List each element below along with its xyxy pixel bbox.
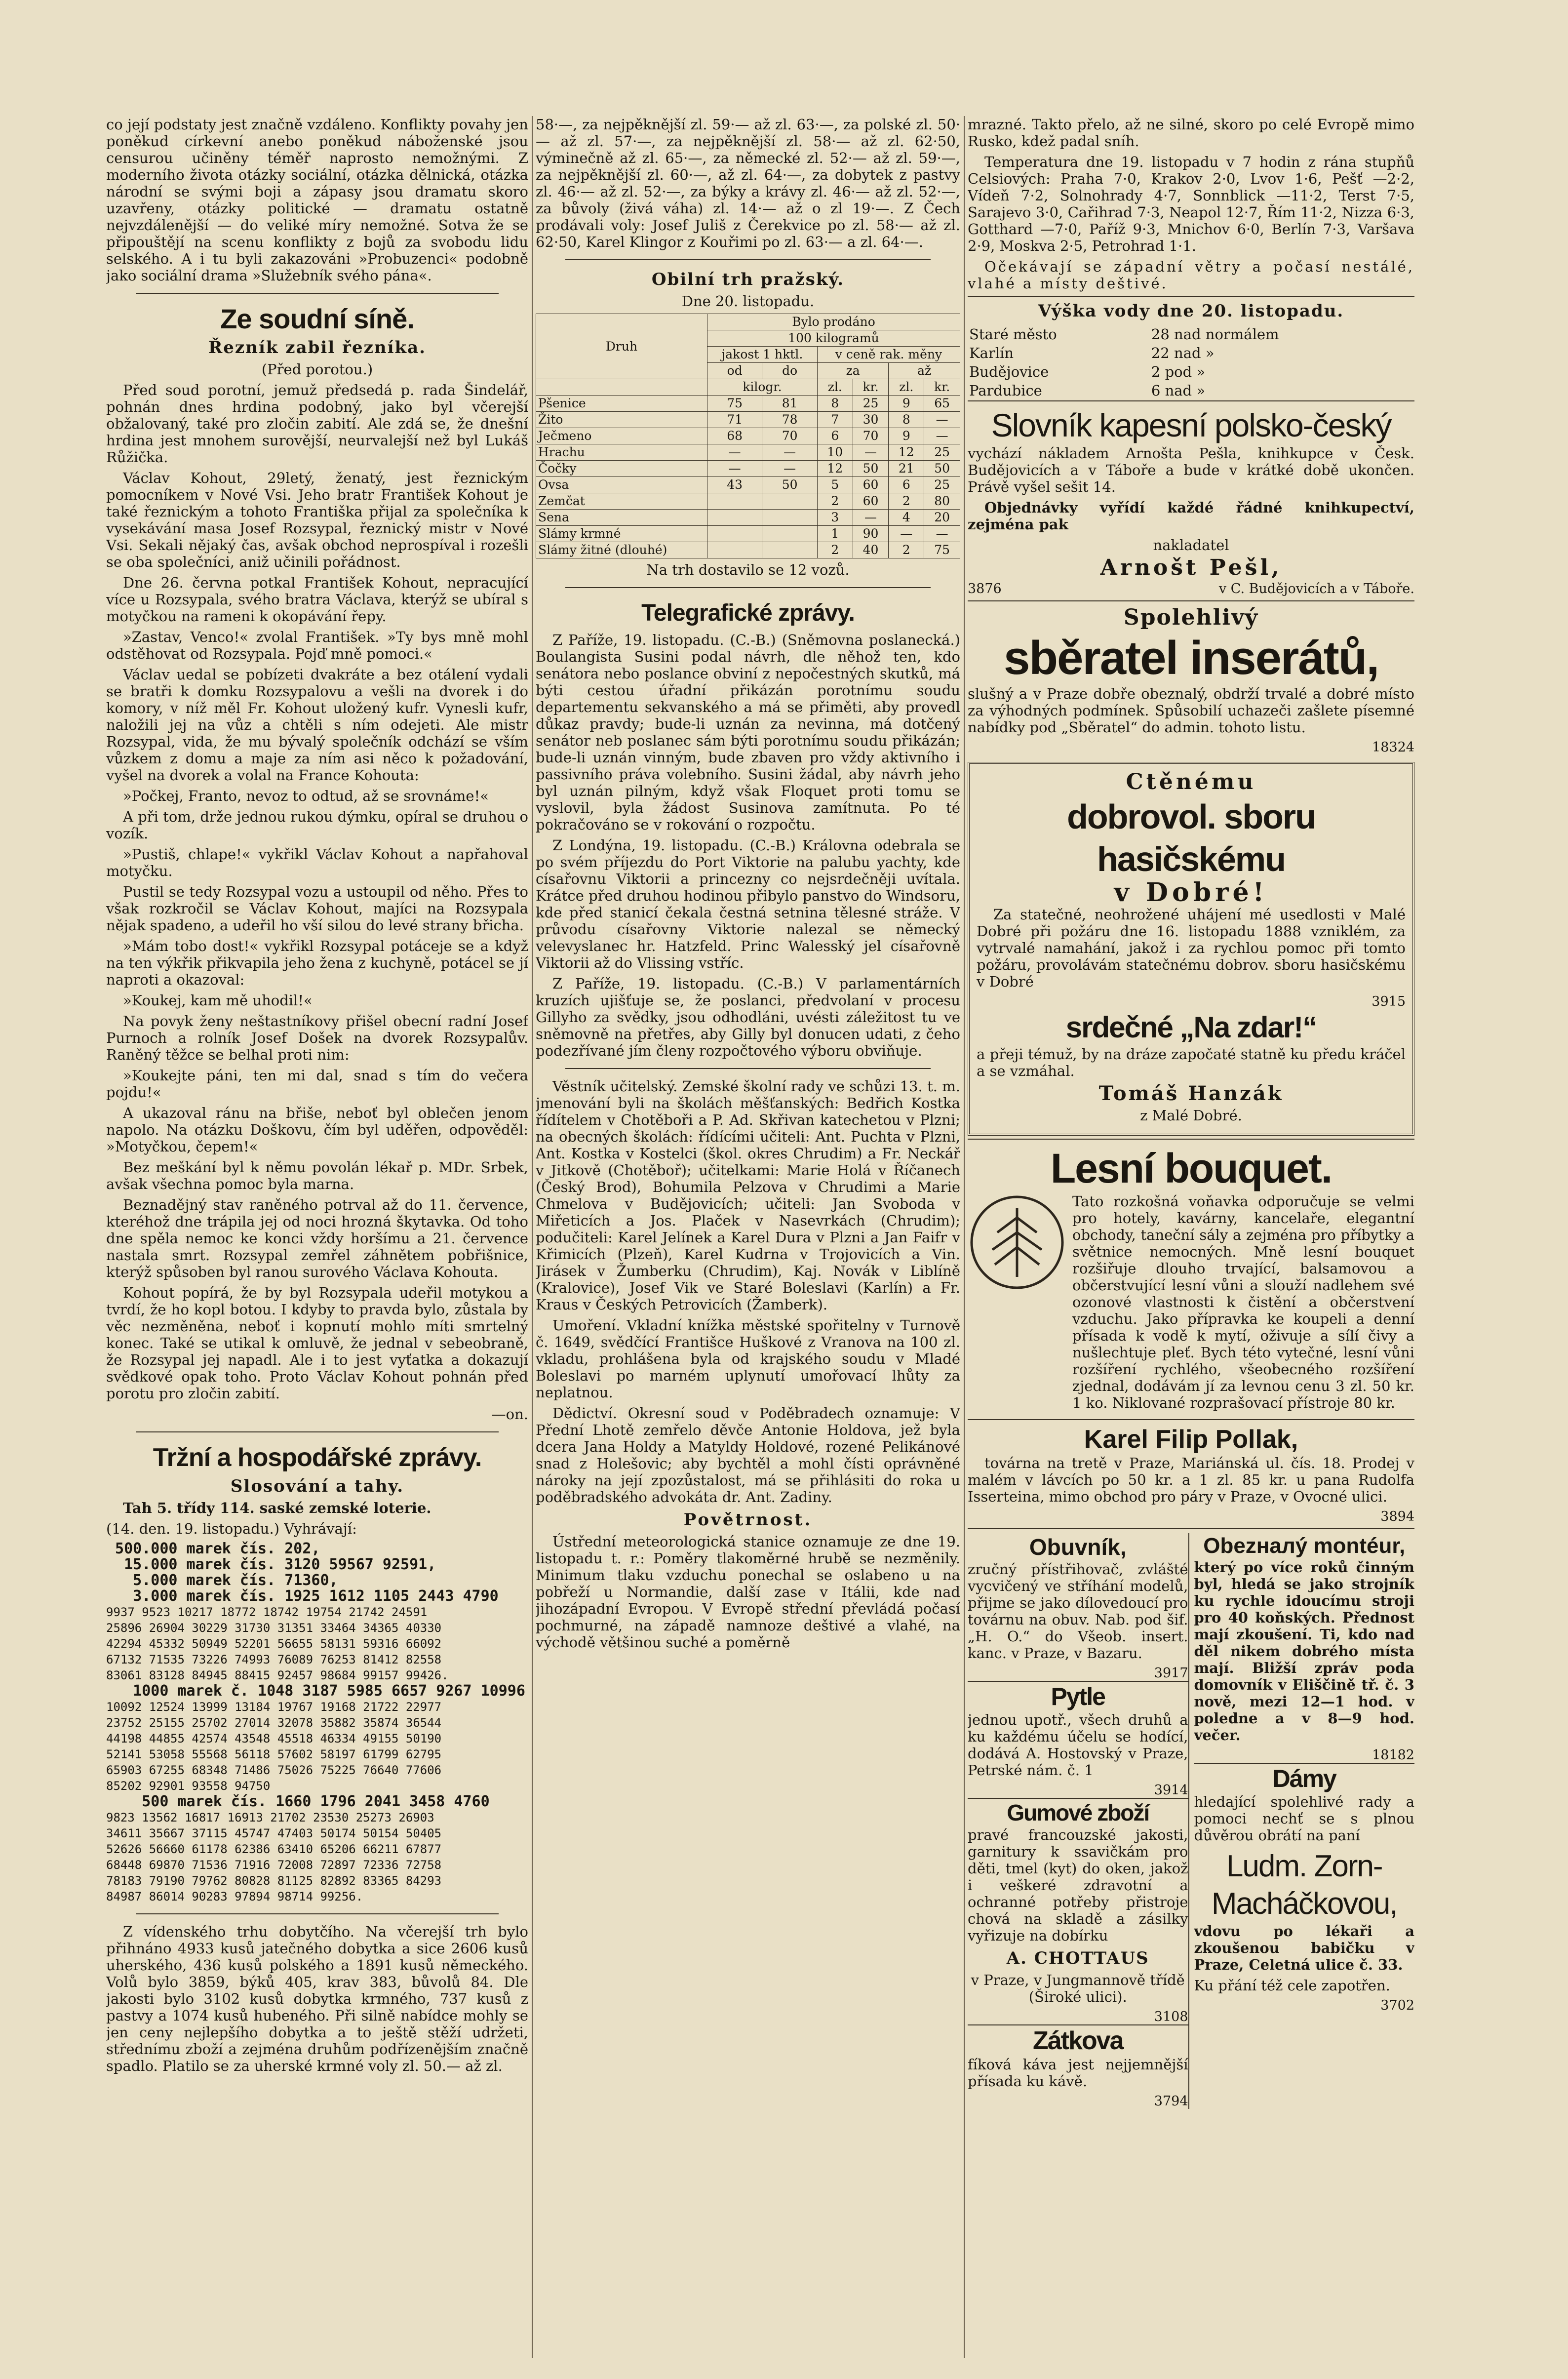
grain-commodity: Ječmeno (536, 428, 707, 444)
weather-heading: Povětrnost. (683, 1510, 813, 1530)
ad-dictionary (968, 400, 1414, 600)
grain-cell: 75 (924, 542, 960, 558)
grain-cell (762, 493, 817, 510)
river-level: 2 pod » (1151, 363, 1206, 380)
ad-number: 3108 (1154, 2009, 1188, 2024)
grain-cell: — (762, 444, 817, 461)
obuv-text: zručný přístřihovač, zvlášté vycvičený ve stříhání modelů, přijme se jako dílovedoucí pro továrnu na obuv. Nab. pod šif. „H. O.“ do Všeob. insert. kanc. v Praze, v Bazaru. (968, 1561, 1188, 1662)
fire-place: v Dobré! (1114, 877, 1268, 908)
court-paragraph: »Počkej, Franto, nevoz to odtud, až se srovnáme!« (123, 788, 489, 804)
lottery-row: 23752 25155 25702 27014 32078 35882 35874 36544 (106, 1716, 442, 1730)
collector-title: Spolehlivý (1123, 605, 1259, 630)
column-1 (106, 116, 528, 2078)
grain-col-sold: Bylo prodáno (707, 314, 960, 330)
grain-cell: 12 (889, 444, 924, 461)
ad-number: 3794 (1154, 2094, 1188, 2109)
grain-cell: 70 (762, 428, 817, 444)
lottery-row: 85202 92901 93558 94750 (106, 1779, 271, 1793)
obuv-title: Obuvník, (1029, 1534, 1127, 1560)
grain-col-zl: zl. (889, 379, 924, 396)
grain-cell: 10 (817, 444, 853, 461)
grain-row (536, 461, 960, 477)
divider (968, 296, 1414, 297)
lottery-row: 5.000 marek čís. 71360, (106, 1572, 338, 1589)
court-paragraph: »Koukejte páni, ten mi dal, snad s tím do večera pojdu!« (106, 1067, 528, 1101)
pine-branch-icon (968, 1193, 1066, 1292)
grain-commodity: Slámy žitné (dlouhé) (536, 542, 707, 558)
collector-big: sběratel inserátů, (1004, 632, 1378, 684)
grain-col-kg: 100 kilogramů (707, 330, 960, 347)
weather-continuation: mrazné. Takto přelo, až ne silné, skoro po celé Evropě mimo Rusko, kdež padal sníh. (968, 116, 1414, 150)
fire-zdar: srdečné „Na zdar!“ (1065, 1011, 1317, 1044)
lottery-row: 9823 13562 16817 16913 21702 23530 25273 26903 (106, 1811, 434, 1824)
grain-row (536, 477, 960, 493)
grain-commodity: Žito (536, 412, 707, 428)
grain-cell: — (853, 510, 889, 526)
court-paragraph: Václav uedal se pobízeti dvakráte a bez otálení vydali se bratři k domku Rozsypalovu a vešli na dvorek i do komory, v níž měl Fr. Kohout uložený kufr. Vynesli kufr, naložili jej na vůz a chtěli s ním odejeti. Ale mistr Rozsypal, vida, že mu bývalý společník odchází se vším vůzkem z domu a maje za ním asi něco k požadování, vyšel na dvorek a volal na France Kohouta: (106, 666, 528, 784)
grain-cell: 50 (924, 461, 960, 477)
divider (565, 1068, 931, 1069)
grain-cell: 80 (924, 493, 960, 510)
lottery-date: (14. den. 19. listopadu.) Vyhrávají: (106, 1520, 357, 1537)
court-paragraph: »Pustiš, chlape!« vykřikl Václav Kohout a napřahoval motyčku. (106, 846, 528, 879)
court-subheading: Řezník zabil řezníka. (208, 338, 426, 357)
mont-text: který po více roků činným byl, hledá se jako strojník ku rychle idoucímu stroji pro 40 koňských. Přednost mají zkoušení. Ti, kdo nad děl nikem dobrého místa mají. Bližší zpráv poda domovník v Eliščině tř. č. 3 nově, mezi 12—1 hod. v poledne a v 8—9 hod. večer. (1194, 1559, 1414, 1744)
grain-cell: 25 (853, 396, 889, 412)
river-level: 22 nad » (1151, 345, 1215, 361)
fire-signature: Tomáš Hanzák (1098, 1082, 1284, 1105)
grain-commodity: Hrachu (536, 444, 707, 461)
lottery-row: 15.000 marek čís. 3120 59567 92591, (106, 1556, 436, 1573)
bouquet-title: Lesní bouquet. (1050, 1145, 1332, 1191)
grain-commodity: Sena (536, 510, 707, 526)
grain-heading: Obilní trh pražský. (651, 270, 845, 289)
telegraph-item: Z Paříže, 19. listopadu. (C.-B.) (Sněmovna poslanecká.) Boulangista Susini podal návrh, dle něhož ten, kdo senátora nebo poslance obviní z nepočestných skutků, má býti cestou úřadní přikázán porotnímu soudu departementu sekvanského a má se přiměti, aby provedl důkaz pravdy; bude-li uznán za nevinna, má dotčený senátor neb poslanec sám býti porotnímu soudu přikázán; bude-li uznán vinným, bude zbaven pro vždy aktivního i passivního práva volebního. Susini žádal, aby návrh jeho byl uznán pilným, když však Floquet proti tomu se vyslovil, byla žádost Susinova zamítnuta. Po té pokračováno se v rokování o rozpočtu. (536, 632, 960, 833)
cattle-market: Z vídenského trhu dobytčího. Na včerejší trh bylo přihnáno 4933 kusů jatečného dobytka a sice 2606 kusů uherského, 436 kusů polského a 1891 kusů německého. Volů bylo 3859, býků 405, krav 383, bůvolů 84. Dle jakosti bylo 3102 kusů dobytka krmného, 737 kusů z pastvy a 1074 kusů hubeného. Při silně nabídce mohly se jen ceny nejlepšího dobytka a to ještě stěží udržeti, střednímu zboží a zejména druhům podřízenějším značně spadlo. Platilo se za uherské krmné voly zl. 50.— až zl. (106, 1923, 528, 2074)
lottery-row: 52626 56660 61178 62386 63410 65206 66211 67877 (106, 1842, 442, 1856)
grain-cell: 40 (853, 542, 889, 558)
grain-cell: 6 (889, 477, 924, 493)
ad-number: 18324 (1372, 740, 1414, 755)
grain-col-za: za (817, 363, 889, 379)
grain-commodity: Čočky (536, 461, 707, 477)
grain-cell: — (707, 461, 762, 477)
inheritance-news: Dědictví. Okresní soud v Poděbradech oznamuje: V Přední Lhotě zemřelo děvče Antonie Holdova, jež byla dcera Jana Holdy a Matyldy Holdové, rozené Pelikánové snad z Holešovic; aby bychtěl a mohl čísti oprávněné nároky na její zpozůstalost, má se přihlásiti do roka u poděbradského advokáta dr. Ant. Zadiny. (536, 1405, 960, 1506)
grain-cell: 30 (853, 412, 889, 428)
river-row (969, 325, 1413, 343)
dictionary-publisher-label: nakladatel (1153, 537, 1229, 554)
grain-cell: — (924, 412, 960, 428)
court-paragraph: Václav Kohout, 29letý, ženatý, jest řeznickým pomocníkem v Nové Vsi. Jeho bratr František Kohout je také řeznickým a tohoto Františka přijal za společníka k vysekávání masa Josef Rozsypal, řeznický mistr v Nové Vsi. Sekali nějaký čas, avšak obchod neprospíval i rozešli se oba společníci, aniž učinili pořádnost. (106, 470, 528, 570)
court-note: (Před porotou.) (261, 361, 373, 378)
grain-cell: 7 (817, 412, 853, 428)
grain-cell: — (924, 428, 960, 444)
ad-firefighters (968, 762, 1414, 1136)
temperature-report: Temperatura dne 19. listopadu v 7 hodin z rána stupňů Celsiových: Praha 7·0, Krakov 2·0, Lvov 1·6, Pešť —2·2, Vídeň 7·2, Solnohrady 4·7, Sonnblick —11·2, Terst 7·5, Sarajevo 3·0, Cařihrad 7·3, Neapol 12·7, Řím 11·2, Nizza 6·3, Gotthard —7·0, Paříž 9·3, Mnichov 6·0, Berlín 7·3, Varšava 2·9, Moskva 2·5, Petrohrad 1·1. (968, 154, 1414, 254)
ad-left-stack (968, 1533, 1188, 2109)
grain-cell: — (924, 526, 960, 542)
court-paragraph: Beznadějný stav raněného potrval až do 11. července, kteréhož dne trápila jej od noci hrozná škytavka. Od toho dne spěla nemoc ke konci vždy horšímu a 21. července nastala smrt. Rozsypal zemřel záhnětem pobřišnice, kterýž spůsoben byl ranou surového Václava Kohouta. (106, 1196, 528, 1280)
grain-commodity: Pšenice (536, 396, 707, 412)
lottery-numbers (106, 1541, 528, 1904)
lottery-row: 3.000 marek čís. 1925 1612 1105 2443 4790 (106, 1587, 499, 1605)
market-heading: Tržní a hospodářské zprávy. (153, 1443, 482, 1472)
court-paragraph: Dne 26. června potkal František Kohout, nepracující více u Rozsypala, svého bratra Václava, kterýž se ubíral s motyčkou na rameni k okopávání řepy. (106, 574, 528, 625)
divider (136, 1431, 499, 1432)
court-paragraph: A při tom, drže jednou rukou dýmku, opíral se druhou o vozík. (106, 808, 528, 842)
grain-row (536, 526, 960, 542)
grain-cell: 90 (853, 526, 889, 542)
grain-cell: 9 (889, 396, 924, 412)
weather-text: Ústřední meteorologická stanice oznamuje ze dne 19. listopadu t. r.: Poměry tlakoměrné hrubě se nezměnily. Minimum tlaku vzduchu ponechal se oslabeno u na pobřeží u Normandie, další zase v Itálii, kde nad jihozápadní Evropou. V Evropě střední převládá počasí pochmurné, na západě namnoze deštivé a vlahé, na východě většinou suché a poměrně (536, 1533, 960, 1651)
grain-cell: 2 (817, 493, 853, 510)
ad-number: 3917 (1154, 1665, 1188, 1681)
court-paragraph: Před soud porotní, jemuž předsedá p. rada Šindelář, pohnán dnes hrdina podobný, jako byl včerejší obžalovaný, také pro zločin zabití. Ale zdá se, že dnešní hrdina jest mnohem surovější, neurvalejší než byl Lukáš Růžička. (106, 382, 528, 466)
bouquet-text: Tato rozkošná voňavka odporučuje se velmi pro hotely, kavárny, kancelaře, elegantní obchody, taneční sály a zejména pro příbytky a světnice nemocných. Mně lesní bouquet rozšiřuje dlouho trvající, balsamovou a občerstvující lesní vůni a slouží nadlehem své ozonové vlastnosti k čistění a občerstvení vzduchu. Jako přípravka ke koupeli a denní přísada k vodě k mytí, oživuje a sílí čivy a nušlechtuje pleť. Bych této vytečné, lesní vůni rozšíření rychlého, všeobecného rozšíření zjednal, dodávám jí za levnou cenu 3 zl. 50 kr. 1 ko. Niklované rozprašovací přístroje 80 kr. (1072, 1193, 1414, 1411)
grain-cell: — (853, 444, 889, 461)
lottery-row: 65903 67255 68348 71486 75026 75225 76640 77606 (106, 1763, 442, 1777)
lottery-row: 25896 26904 30229 31730 31351 33464 34365 40330 (106, 1621, 442, 1635)
ad-number: 18182 (1372, 1747, 1414, 1763)
grain-cell (707, 510, 762, 526)
grain-row (536, 542, 960, 558)
fire-signature-place: z Malé Dobré. (1140, 1107, 1242, 1124)
grain-commodity: Slámy krmné (536, 526, 707, 542)
zatka-title: Zátkova (968, 2024, 1188, 2056)
dictionary-place: v C. Budějovicích a v Táboře. (1218, 581, 1414, 596)
telegraph-item: Z Paříže, 19. listopadu. (C.-B.) V parlamentárních kruzích ujišťuje se, že poslanci, předvolaní v procesu Gillyho za svědky, jsou odhodláni, uvésti záležitost tu ve sněmovně na přetřes, aby Gilly byl donucen udati, z čeho podezřívané jím členy rozpočtového výboru obviňuje. (536, 975, 960, 1059)
grain-cell: 5 (817, 477, 853, 493)
grain-col-druh: Druh (536, 314, 707, 379)
river-level: 6 nad » (1151, 382, 1206, 399)
column-2 (536, 116, 960, 1655)
grain-row (536, 510, 960, 526)
lottery-row: 83061 83128 84945 88415 92457 98684 99157 99426. (106, 1668, 449, 1682)
divider (136, 293, 499, 294)
grain-cell: 50 (853, 461, 889, 477)
grain-cell: 50 (762, 477, 817, 493)
fire-big: dobrovol. sboru hasičskému (1067, 797, 1315, 878)
fire-title: Ctěnému (1126, 769, 1256, 794)
grain-cell (707, 542, 762, 558)
lottery-row: 78183 79190 79762 80828 81125 82892 83365 84293 (106, 1874, 442, 1888)
river-level: 28 nad normálem (1151, 326, 1279, 343)
court-paragraph: Na povyk ženy neštastníkovy přišel obecní radní Josef Purnoch a rolník Josef Došek na dvorek Rozsypalův. Raněný těžce se belhal proti nim: (106, 1013, 528, 1063)
grain-col-cena: v ceně rak. měny (817, 347, 960, 363)
lottery-row: 500 marek čís. 1660 1796 2041 3458 4760 (106, 1793, 490, 1810)
column-rule (532, 116, 533, 2358)
lottery-row: 84987 86014 90283 97894 98714 99256. (106, 1890, 363, 1903)
ad-collector (968, 600, 1414, 759)
lottery-heading: Slosování a tahy. (230, 1476, 404, 1496)
grain-row (536, 444, 960, 461)
river-station: Karlín (969, 345, 1014, 361)
river-station: Staré město (969, 326, 1057, 343)
grain-col-do: do (762, 363, 817, 379)
gum-firm: A. CHOTTAUS (1006, 1948, 1149, 1968)
grain-cell: — (707, 444, 762, 461)
grain-cell: 20 (924, 510, 960, 526)
pollak-text: továrna na tretě v Praze, Mariánská ul. čís. 18. Prodej v malém v lávcích po 50 kr. a 1 zl. 85 kr. u pana Rudolfa Isserteina, mimo obchod pro páry v Praze, v Ovocné ulici. (968, 1455, 1414, 1505)
fire-wish: a přeji témuž, by na dráze započaté statně ku předu kráčel a se vzmáhal. (977, 1046, 1406, 1079)
dictionary-title: Slovník kapesní polsko-český (991, 407, 1391, 443)
grain-cell: 25 (924, 477, 960, 493)
grain-cell (707, 493, 762, 510)
grain-cell: 25 (924, 444, 960, 461)
collector-text: slušný a v Praze dobře obeznalý, obdrží trvalé a dobré místo za výhodných podmínek. Spůsobilí uchazeči zašlete písemné nabídky pod „Sběratel“ do admin. tohoto listu. (968, 685, 1414, 736)
grain-cell: 9 (889, 428, 924, 444)
dam-name: Ludm. Zorn-Macháčkovou, (1211, 1849, 1397, 1921)
grain-cell: — (762, 461, 817, 477)
court-paragraph: A ukazoval ránu na břiše, neboť byl oblečen jenom napolo. Na otázku Doškovu, čím byl uděřen, odpověděl: »Motyčkou, čepem!« (106, 1105, 528, 1155)
pytle-text: jednou upotř., všech druhů a ku každému účelu se hodící, dodává A. Hostovský v Praze, Petrské nám. č. 1 (968, 1711, 1188, 1779)
mont-title: Obezналý montéur, (1203, 1534, 1406, 1558)
grain-cell: 43 (707, 477, 762, 493)
court-paragraph: »Mám tobo dost!« vykřikl Rozsypal potáceje se a když na ten výkřik přikvapila jeho žena z kuchyně, potácel se jí naproti a okazoval: (106, 938, 528, 988)
grain-cell: 2 (889, 493, 924, 510)
grain-date: Dne 20. listopadu. (681, 293, 815, 310)
lottery-row: 67132 71535 73226 74993 76089 76253 81412 82558 (106, 1653, 442, 1666)
drama-continuation: co její podstaty jest značně vzdáleno. Konflikty povahy jen poněkud církevní anebo poněkud náboženské jsou censurou učiněny téměř naprosto nemožnými. Z moderního života otázky sociální, otázka dělnická, otázka národní se svými boji a zápasy jsou dramatu skoro uzavřeny, otázky politické — dramatu ostatně nejvzdálenější — do veliké míry nemožné. Sotva že se připouštějí na scenu konflikty z bojů za svobodu lidu selského. A i tu byli zakazováni »Probuzenci« podobně jako sociální drama »Služebník svého pána«. (106, 116, 528, 284)
river-row (969, 344, 1413, 362)
grain-cell: 1 (817, 526, 853, 542)
pollak-title: Karel Filip Pollak, (1084, 1425, 1298, 1454)
river-row (969, 363, 1413, 381)
grain-cell: 4 (889, 510, 924, 526)
grain-cell: 60 (853, 477, 889, 493)
ad-number: 3876 (968, 581, 1002, 596)
dam-text: hledající spolehlivé rady a pomoci nechť se s plnou důvěrou obrátí na paní (1194, 1793, 1414, 1844)
lottery-row: 42294 45332 50949 52201 56655 58131 59316 66092 (106, 1637, 442, 1651)
ad-number: 3914 (1154, 1783, 1188, 1798)
grain-table (536, 314, 960, 558)
river-row (969, 382, 1413, 399)
teachers-news: Věstník učitelský. Zemské školní rady ve schůzi 13. t. m. jmenování byli na školách měšťanských: Bedřich Kostka řídítelem v Chotěboři a P. Ad. Skřivan katechetou v Plzni; na obecných školách: řídícími učiteli: Ant. Puchta v Plzni, Ant. Kostka v Kostelci (škol. okres Chrudim) a Fr. Neckář v Jitkově (Chotěboř); učitelkami: Marie Holá v Říčanech (Český Brod), Bohumila Pelzova v Chrudimi a Marie Chmelova v Budějovicích; učiteli: Jan Svoboda v Miřeticích a Jos. Plaček v Nasevrkách (Chrudim); podučiteli: Karel Jelínek a Karel Dura v Plzni a Jan Faifr v Křimicích (Plzeň), Karel Kudrna v Trojovicích a Vin. Jirásek v Žumberku (Chrudim), Kaj. Novák v Liblíně (Kralovice), Josef Vik ve Staré Boleslavi (Karlín) a Fr. Kraus v Českých Petrovicích (Žamberk). (536, 1078, 960, 1313)
ad-bouquet (968, 1139, 1414, 1419)
grain-cell (707, 526, 762, 542)
telegraph-item: Z Londýna, 19. listopadu. (C.-B.) Královna odebrala se po svém příjezdu do Port Viktorie na palubu yachty, kde císařovnu Viktorii a princezny co nejsrdečněji uvítala. Krátce před druhou hodinou přibylo panstvo do Windsoru, kde před stanicí čekala čestná setnina tělesné stráže. V průvodu císařovny Viktorie nalezal se německý velevyslanec hr. Hatzfeld. Princ Walesský jel císařovně Viktorii až do Vlissing vstříc. (536, 837, 960, 971)
column-rule (964, 116, 965, 2358)
grain-cell: 71 (707, 412, 762, 428)
grain-col-od: od (707, 363, 762, 379)
gum-text: pravé francouzské jakosti, garnitury k ssavičkám pro děti, tmel (kyt) do oken, jakož i veškeré zdravotní a ochranné potřeby přistroje chová na skladě a zásilky vyřizuje na dobírku (968, 1826, 1188, 1944)
forecast: Očekávají se západní větry a počasí nestálé, vlahé a místy deštivé. (968, 258, 1414, 292)
grain-col-az: až (889, 363, 960, 379)
grain-cell: 12 (817, 461, 853, 477)
telegraph-heading: Telegrafické zprávy. (641, 600, 855, 626)
grain-cell: 78 (762, 412, 817, 428)
cattle-continuation: 58·—, za nejpěknější zl. 59·— až zl. 63·—, za polské zl. 50·— až zl. 57·—, za nejpěknější zl. 58·— až zl. 62·50, výminečně až zl. 65·—, za německé zl. 52·— až zl. 59·—, za nejpěknější zl. 60·—, až zl. 64·—, za dobytek z pastvy zl. 46·— až zl. 52·—, za býky a krávy zl. 46·— až zl. 52·—, za bůvoly (živá váha) zl. 14·— až o zl 19·—. Z Čech prodávali voly: Josef Juliš z Čerekvice po zl. 58·— až zl. 62·50, Karel Klingor z Kouřimi po zl. 63·— a zl. 64·—. (536, 116, 960, 250)
grain-cell: 8 (889, 412, 924, 428)
ad-right-stack (1188, 1533, 1415, 2109)
grain-commodity: Ovsa (536, 477, 707, 493)
ad-number: 3894 (1380, 1509, 1414, 1524)
grain-cell: 3 (817, 510, 853, 526)
lottery-row: 52141 53058 55568 56118 57602 58197 61799 62795 (106, 1747, 442, 1761)
grain-col-jakost: jakost 1 hktl. (707, 347, 817, 363)
lottery-title: Tah 5. třídy 114. saské zemské loterie. (123, 1500, 431, 1516)
lottery-row: 500.000 marek čís. 202, (106, 1540, 320, 1557)
court-paragraph: »Zastav, Venco!« zvolal František. »Ty bys mně mohl odstěhovat od Rozsypala. Pojď mně pomoci.« (106, 629, 528, 662)
divider (565, 587, 931, 588)
savings-news: Umoření. Vkladní knížka městské spořitelny v Turnově č. 1649, svědčící Františce Huškové z Vranova na 100 zl. vkladu, prohlášena byla od krajského soudu v Mladé Boleslavi po marném uplynutí umořovací lhůty za neplatnou. (536, 1317, 960, 1401)
grain-cell (762, 510, 817, 526)
grain-cell: 68 (707, 428, 762, 444)
grain-cell: 8 (817, 396, 853, 412)
grain-col-zl: zl. (817, 379, 853, 396)
grain-cell (762, 542, 817, 558)
river-station: Budějovice (969, 363, 1049, 380)
gum-address: v Praze, v Jungmannově třídě (Široké ulici). (971, 1972, 1185, 2005)
ad-grid (968, 1528, 1414, 2113)
dam-text2: vdovu po lékaři a zkoušenou babičku v Praze, Celetná ulice č. 33. (1194, 1923, 1414, 1973)
dictionary-order: Objednávky vyřídí každé řádné knihkupectví, zejména pak (968, 499, 1414, 533)
dictionary-text: vychází nákladem Arnošta Pešla, knihkupce v Česk. Budějovicích a v Táboře a bude v krátké době ukončen. Právě vyšel sešit 14. (968, 445, 1414, 495)
divider (136, 1913, 499, 1914)
column-3 (968, 116, 1414, 2113)
lottery-row: 10092 12524 13999 13184 19767 19168 21722 22977 (106, 1700, 442, 1714)
grain-cell: 6 (817, 428, 853, 444)
ad-pollak (968, 1419, 1414, 1528)
court-paragraph: Pustil se tedy Rozsypal vozu a ustoupil od něho. Přes to však rozkročil se Václav Kohout, majíci na Rozsypala nějak spadeno, a udeřil ho vší silou do levé strany břicha. (106, 883, 528, 934)
grain-col-kilogr: kilogr. (707, 379, 817, 396)
grain-col-kr: kr. (853, 379, 889, 396)
grain-cell: 81 (762, 396, 817, 412)
court-paragraph: Kohout popírá, že by byl Rozsypala udeřil motykou a tvrdí, že ho kopl botou. I kdyby to pravda bylo, zůstala by věc nezměněna, neboť i kopnutí mohlo míti smrtelný konec. Také se utikal k omluvě, že jednal v sebeobraně, že Rozsypal jej napadl. Ale i to jest vyťatka a dokazují svědkové opak toho. Proto Václav Kohout pohnán před porotu pro zločin zabití. (106, 1284, 528, 1402)
grain-cell: 65 (924, 396, 960, 412)
fire-text: Za statečné, neohrožené uhájení mé usedlosti v Malé Dobré při požáru dne 16. listopadu 1888 vzniklém, za vytrvalé namahání, jakož i za rychlou pomoc při tomto požáru, provolávám statečnému dobrov. sboru hasičskému v Dobré (977, 906, 1406, 990)
grain-row (536, 428, 960, 444)
river-heading: Výška vody dne 20. listopadu. (1038, 301, 1344, 321)
grain-cell: 75 (707, 396, 762, 412)
river-table (968, 324, 1414, 400)
grain-cell: 2 (817, 542, 853, 558)
grain-cell: — (889, 526, 924, 542)
court-heading: Ze soudní síně. (220, 303, 414, 334)
grain-cell: 60 (853, 493, 889, 510)
grain-commodity: Zemčat (536, 493, 707, 510)
dam-foot: Ku přání též cele zapotřen. (1194, 1977, 1390, 1994)
grain-col-kr: kr. (924, 379, 960, 396)
dictionary-publisher: Arnošt Pešl, (1100, 555, 1282, 580)
divider (565, 259, 931, 260)
lottery-row: 34611 35667 37115 45747 47403 50174 50154 50405 (106, 1826, 442, 1840)
court-paragraph: »Koukej, kam mě uhodil!« (123, 992, 313, 1009)
grain-cell: 70 (853, 428, 889, 444)
lottery-row: 1000 marek č. 1048 3187 5985 6657 9267 10996 (106, 1682, 525, 1700)
lottery-row: 9937 9523 10217 18772 18742 19754 21742 24591 (106, 1605, 428, 1619)
gum-title: Gumové zboží (968, 1798, 1188, 1826)
ad-number: 3702 (1380, 1998, 1414, 2013)
grain-row (536, 396, 960, 412)
river-station: Pardubice (969, 382, 1042, 399)
lottery-row: 68448 69870 71536 71916 72008 72897 72336 72758 (106, 1858, 442, 1872)
court-signature: —on. (491, 1406, 528, 1423)
grain-cell: 21 (889, 461, 924, 477)
grain-note: Na trh dostavilo se 12 vozů. (646, 561, 850, 578)
ad-number: 3915 (1372, 994, 1406, 1009)
grain-row (536, 493, 960, 510)
grain-row (536, 412, 960, 428)
court-paragraph: Bez meškání byl k němu povolán lékař p. MDr. Srbek, avšak všechna pomoc byla marna. (106, 1159, 528, 1192)
pytle-title: Pytle (968, 1681, 1188, 1711)
dam-title: Dámy (1194, 1763, 1415, 1793)
grain-cell: 2 (889, 542, 924, 558)
zatka-text: fíková káva jest nejjemnější přísada ku kávě. (968, 2056, 1188, 2090)
grain-cell (762, 526, 817, 542)
lottery-row: 44198 44855 42574 43548 45518 46334 49155 50190 (106, 1732, 442, 1745)
